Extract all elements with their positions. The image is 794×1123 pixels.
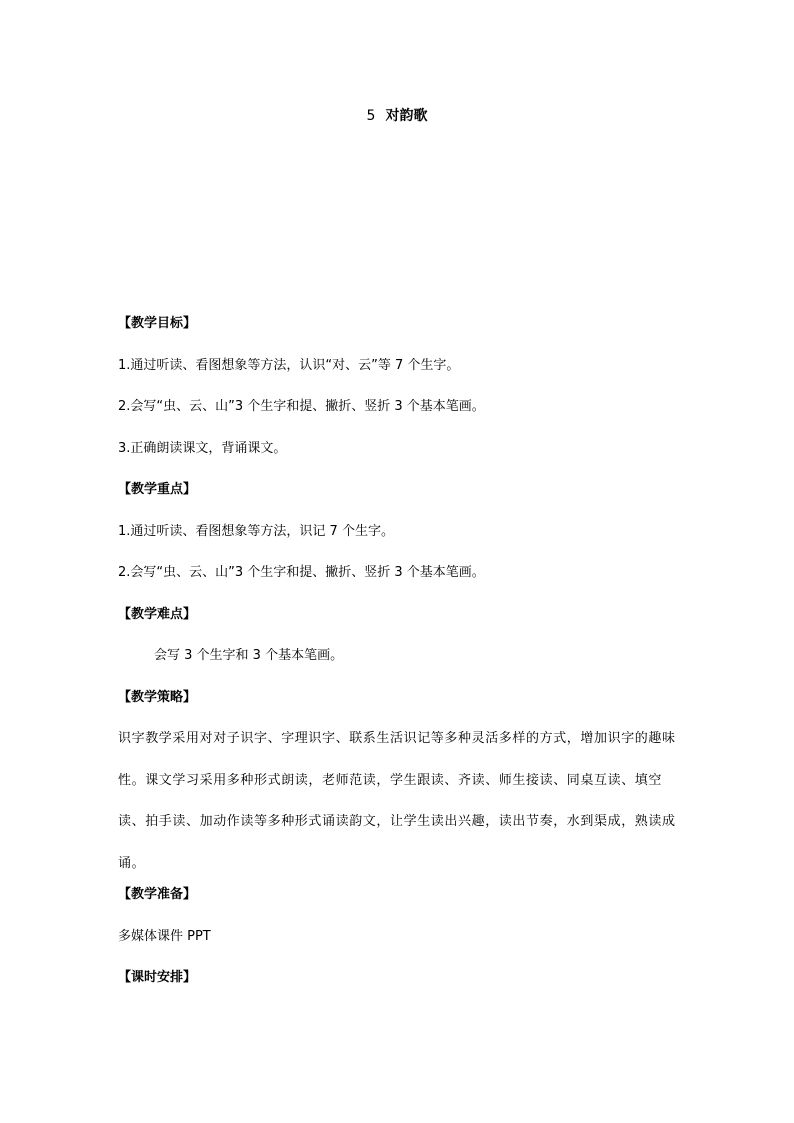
objectives-heading: 【教学目标】	[118, 316, 197, 331]
strategy-text: 识字教学采用对对子识字、字理识字、联系生活识记等多种灵活多样的方式，增加识字的趣味性。课文学习采用多种形式朗读，老师范读，学生跟读、齐读、师生接读、同桌互读、填空读、拍手读、加动作读等多种形式诵读韵文，让学生读出兴趣，读出节奏，水到渠成，熟读成诵。	[118, 731, 676, 871]
objective-item: 2.会写“虫、云、山”3 个生字和提、撇折、竖折 3 个基本笔画。	[118, 399, 485, 414]
lesson-title	[0, 106, 794, 126]
key-points-heading: 【教学重点】	[118, 482, 197, 497]
lesson-title-text: 对韵歌	[385, 108, 428, 124]
difficulties-heading: 【教学难点】	[118, 606, 197, 622]
key-point-item: 1.通过听读、看图想象等方法，识记 7 个生字。	[118, 523, 394, 539]
key-point-item: 2.会写“虫、云、山”3 个生字和提、撇折、竖折 3 个基本笔画。	[118, 565, 485, 580]
objective-item: 1.通过听读、看图想象等方法，认识“对、云”等 7 个生字。	[118, 357, 460, 373]
preparation-text: 多媒体课件 PPT	[118, 928, 211, 944]
lesson-number: 5	[366, 108, 376, 124]
lesson-plan-body	[118, 313, 688, 1009]
difficulties-text: 会写 3 个生字和 3 个基本笔画。	[154, 648, 344, 663]
preparation-heading: 【教学准备】	[118, 887, 197, 902]
strategy-block	[118, 718, 688, 884]
strategy-heading: 【教学策略】	[118, 689, 197, 705]
schedule-heading: 【课时安排】	[118, 970, 197, 985]
objective-item: 3.正确朗读课文，背诵课文。	[118, 440, 287, 456]
